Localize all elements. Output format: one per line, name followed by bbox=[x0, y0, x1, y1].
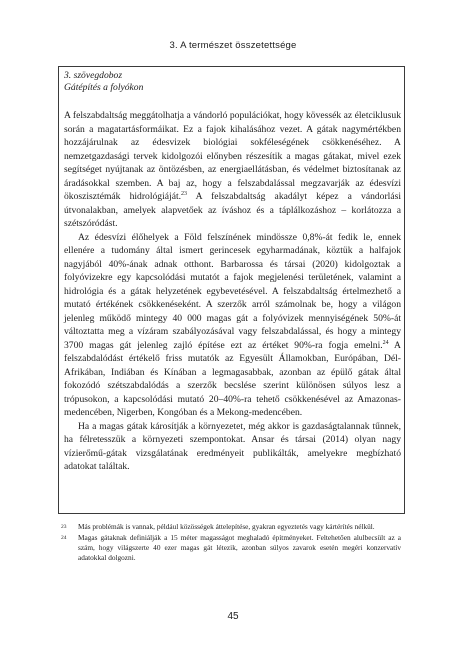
paragraph bbox=[64, 231, 401, 420]
paragraph-text: Az édesvízi élőhelyek a Föld felszínének mindössze 0,8%-át fedik le, ennek ellenére a tudomány által ismert gerincesek egyharmadának, köztük a halfajok nagyjából 40%-ának adnak otthont. Barbarossa és társai (2020) kidolgoztak a folyóvizekre egy kapcsolódási mutatót a fajok megjelenési területének, valamint a hidrológia és a gátak helyzetének egybevetésével. A felszabdaltság értelmezhető a mutató értékének csökkenéseként. A szerzők arról számolnak be, hogy a világon jelenleg működő mintegy 40 000 magas gát a folyóvizek mennyiségének 50%-át változtatta meg a vízáram szabályozásával vagy felszabdalással, és hogy a mintegy 3700 magas gát jelenleg zajló építése ezt az értéket 90%-ra fogja emelni. bbox=[64, 231, 401, 351]
text-box-body bbox=[64, 109, 401, 474]
paragraph-text: A felszabdaltság akadályt képez a vándorlási útvonalakban, amelyek alapvetőek az íváshoz és a táplálkozáshoz – korlátozza a szétszóródást. bbox=[64, 191, 401, 229]
footnote bbox=[61, 522, 401, 532]
footnote-ref: 23 bbox=[181, 190, 188, 197]
footnote-text: Magas gátaknak definiálják a 15 méter magasságot meghaladó építményeket. Feltehetően alulbecsült az a szám, hogy világszerte 40 ezer magas gát létezik, azonban súlyos zavarok esetén megéri konzervatív adatokkal dolgozni. bbox=[78, 533, 401, 562]
footnote-ref: 24 bbox=[382, 339, 389, 346]
running-head: 3. A természet összetettsége bbox=[169, 40, 297, 51]
footnote bbox=[61, 533, 401, 563]
page-number: 45 bbox=[227, 611, 239, 622]
text-box-title: Gátépítés a folyókon bbox=[64, 82, 144, 93]
footnote-number: 24 bbox=[61, 535, 67, 541]
paragraph-text: A felszabdaltság meggátolhatja a vándorló populációkat, hogy kövessék az életciklusuk során a magatartásformáikat. Ez a fajok kihalásához vezet. A gátak nagymértékben hozzájárulnak az édesvizek biológiai sokféleségének csökkenéséhez. A nemzetgazdasági tervek kidolgozói előnyben részesítik a magas gátakat, mivel ezek segítséget nyújtanak az öntözésben, az energiaellátásban, és védelmet biztosítanak az áradásokkal szemben. A baj az, hogy a felszabdalással megzavarják az édesvízi ökoszisztémák hidrológiáját. bbox=[64, 110, 401, 202]
paragraph-text: Ha a magas gátak károsítják a környezetet, még akkor is gazdaságtalannak tűnnek, ha félretesszük a környezeti szempontokat. Ansar és társai (2014) olyan nagy vízierőmű-gátak vizsgálatának eredményeit publikálták, amelyekre megbízható adatokat találtak. bbox=[64, 420, 401, 472]
text-box-label: 3. szövegdoboz bbox=[64, 70, 123, 81]
text-box-header bbox=[64, 70, 396, 94]
paragraph bbox=[64, 420, 401, 474]
paragraph bbox=[64, 109, 401, 231]
paragraph-text: A felszabdalódást értékelő friss mutatók az Egyesült Államokban, Európában, Dél-Afrikában, Indiában és Kínában a legmagasabbak, azonban az épülő gátak által fokozódó szétszabdalódás a szerzők becslése szerint különösen súlyos lesz a trópusokon, a kapcsolódási mutató 20–40%-ra tehető csökkenésével az Amazonas-medencében, Nigerben, Kongóban és a Mekong-medencében. bbox=[64, 339, 401, 418]
footnote-text: Más problémák is vannak, például közösségek áttelepítése, gyakran egyeztetés vagy kártérítés nélkül. bbox=[78, 522, 375, 531]
footnote-number: 23 bbox=[61, 524, 67, 530]
footnotes bbox=[61, 522, 401, 564]
